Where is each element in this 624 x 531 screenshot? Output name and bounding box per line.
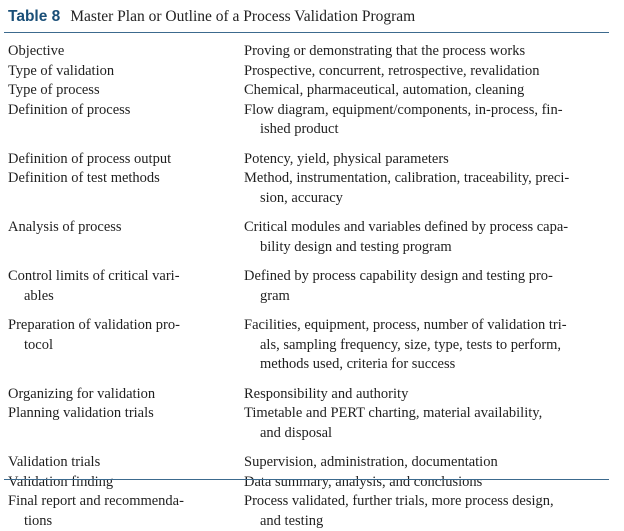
description-line: bility design and testing program [244, 238, 624, 258]
term-line: ables [8, 287, 236, 307]
row-description [236, 473, 624, 493]
row-description [236, 42, 624, 62]
table-caption [8, 4, 415, 30]
table-label: Table 8 [8, 8, 60, 26]
term-line: tions [8, 512, 236, 531]
row-term [0, 316, 236, 375]
description-line: Critical modules and variables defined by process capa- [244, 218, 624, 238]
description-line: Prospective, concurrent, retrospective, revalidation [244, 62, 624, 82]
description-line: als, sampling frequency, size, type, tests to perform, [244, 336, 624, 356]
term-line: Type of process [8, 81, 236, 101]
description-line: Data summary, analysis, and conclusions [244, 473, 624, 493]
table-row [0, 101, 624, 140]
row-term [0, 492, 236, 531]
description-line: and testing [244, 512, 624, 531]
row-term [0, 150, 236, 170]
table-row [0, 169, 624, 208]
table-row [0, 62, 624, 82]
row-description [236, 150, 624, 170]
term-line: Definition of process [8, 101, 236, 121]
description-line: Facilities, equipment, process, number of validation tri- [244, 316, 624, 336]
description-line: Timetable and PERT charting, material availability, [244, 404, 624, 424]
description-line: Method, instrumentation, calibration, traceability, preci- [244, 169, 624, 189]
term-line: Definition of process output [8, 150, 236, 170]
term-line: Preparation of validation pro- [8, 316, 236, 336]
row-description [236, 267, 624, 306]
description-line: Responsibility and authority [244, 385, 624, 405]
row-description [236, 81, 624, 101]
description-line: Supervision, administration, documentation [244, 453, 624, 473]
term-line: Planning validation trials [8, 404, 236, 424]
row-description [236, 62, 624, 82]
row-term [0, 385, 236, 405]
row-description [236, 169, 624, 208]
description-line: Proving or demonstrating that the process works [244, 42, 624, 62]
description-line: Process validated, further trials, more process design, [244, 492, 624, 512]
table-row [0, 42, 624, 62]
table-row [0, 492, 624, 531]
term-line: Objective [8, 42, 236, 62]
description-line: Flow diagram, equipment/components, in-process, fin- [244, 101, 624, 121]
description-line: Potency, yield, physical parameters [244, 150, 624, 170]
row-term [0, 218, 236, 257]
table-row [0, 404, 624, 443]
term-line: Final report and recommenda- [8, 492, 236, 512]
row-term [0, 267, 236, 306]
row-term [0, 62, 236, 82]
term-line: Control limits of critical vari- [8, 267, 236, 287]
description-line: Defined by process capability design and testing pro- [244, 267, 624, 287]
table-bottom-rule [4, 479, 609, 480]
description-line: sion, accuracy [244, 189, 624, 209]
description-line: methods used, criteria for success [244, 355, 624, 375]
row-term [0, 42, 236, 62]
row-description [236, 316, 624, 375]
row-description [236, 101, 624, 140]
row-description [236, 218, 624, 257]
term-line: Organizing for validation [8, 385, 236, 405]
row-term [0, 81, 236, 101]
row-description [236, 404, 624, 443]
row-description [236, 453, 624, 473]
row-term [0, 404, 236, 443]
description-line: ished product [244, 120, 624, 140]
row-description [236, 385, 624, 405]
table-row [0, 267, 624, 306]
table-body [0, 42, 624, 531]
table-row [0, 150, 624, 170]
description-line: and disposal [244, 424, 624, 444]
description-line: Chemical, pharmaceutical, automation, cleaning [244, 81, 624, 101]
table-row [0, 316, 624, 375]
table-row [0, 473, 624, 493]
row-description [236, 492, 624, 531]
row-term [0, 473, 236, 493]
table-row [0, 453, 624, 473]
table-title: Master Plan or Outline of a Process Validation Program [70, 8, 415, 26]
row-term [0, 169, 236, 208]
term-line: Analysis of process [8, 218, 236, 238]
table-row [0, 81, 624, 101]
term-line: Validation finding [8, 473, 236, 493]
term-line: Definition of test methods [8, 169, 236, 189]
description-line: gram [244, 287, 624, 307]
row-term [0, 453, 236, 473]
table-row [0, 385, 624, 405]
row-term [0, 101, 236, 140]
table-row [0, 218, 624, 257]
term-line: tocol [8, 336, 236, 356]
term-line: Validation trials [8, 453, 236, 473]
table-top-rule [4, 32, 609, 33]
term-line: Type of validation [8, 62, 236, 82]
